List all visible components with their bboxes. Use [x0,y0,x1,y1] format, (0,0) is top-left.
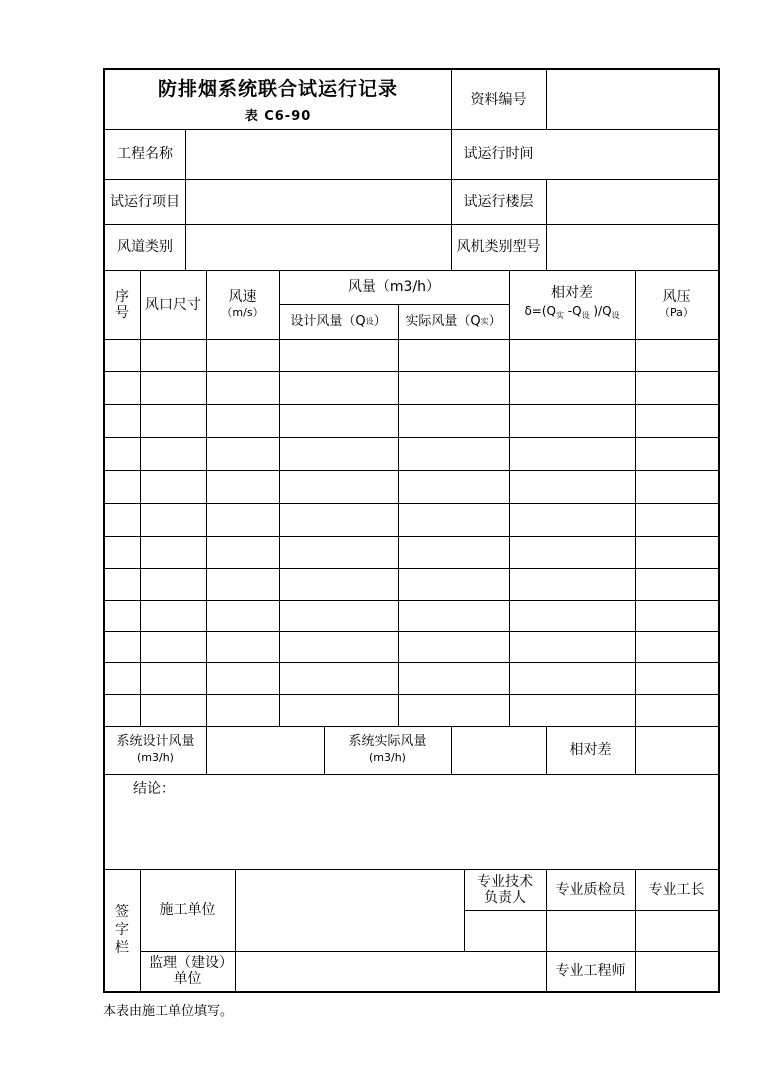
test-time-label: 试运行时间 [463,146,534,162]
sys-design-unit: (m3/h) [137,751,174,764]
col-pressure-text: 风压 [662,288,691,305]
tech-lead-sign-field[interactable] [464,910,546,951]
col-actual-text: 实际风量（Q [405,313,481,329]
grid-line [105,536,718,537]
foreman-label: 专业工长 [648,881,705,898]
grid-line [105,339,718,340]
actual-subscript: 实 [480,316,489,326]
form-title: 防排烟系统联合试运行记录 [157,78,398,100]
grid-line [105,631,718,632]
test-item-field[interactable] [185,179,451,224]
sys-design-label [105,726,206,774]
sys-actual-label [324,726,451,774]
doc-no-label: 资料编号 [470,91,527,108]
sys-design-text: 系统设计风量 [116,734,195,749]
col-actual-close: ） [488,313,502,329]
doc-no-field[interactable] [546,70,718,129]
test-floor-field[interactable] [546,179,718,224]
col-pressure-header [635,270,718,339]
col-actual-header [398,304,509,339]
col-seq-text: 序号 [115,288,129,321]
test-floor-label: 试运行楼层 [463,193,534,210]
design-subscript: 设 [365,316,374,326]
test-time-field[interactable] [546,129,718,179]
grid-line [105,437,718,438]
grid-line [105,503,718,504]
col-speed-header [206,270,279,339]
foreman-sign-field[interactable] [635,910,718,951]
col-airflow-header: 风量（m3/h） [347,279,441,295]
contractor-label: 施工单位 [159,902,216,918]
relative-diff-label: 相对差 [569,742,612,758]
grid-line [398,304,399,726]
conclusion-field[interactable] [185,774,718,869]
col-design-header [279,304,398,339]
col-diff-header [509,270,635,339]
sys-design-field[interactable] [206,726,324,774]
grid-line [105,404,718,405]
grid-line [105,568,718,569]
col-speed-text: 风速 [228,288,257,305]
engineer-label: 专业工程师 [555,963,626,979]
col-outlet-header: 风口尺寸 [145,296,201,313]
project-name-label: 工程名称 [117,146,173,162]
supervisor-field[interactable] [235,951,546,991]
col-diff-formula [524,303,619,324]
sys-actual-unit: (m3/h) [369,751,406,764]
fan-type-field[interactable] [546,224,718,270]
supervisor-text: 监理（建设）单位 [149,955,226,987]
formula-part: -Q [563,304,582,318]
qc-sign-field[interactable] [546,910,635,951]
col-design-close: ） [373,313,387,329]
formula-subscript: 实 [555,311,564,320]
grid-line [206,270,207,774]
project-name-field[interactable] [185,129,451,179]
grid-line [105,662,718,663]
formula-part: )/Q [589,304,612,318]
col-design-text: 设计风量（Q [290,313,366,329]
duct-type-field[interactable] [185,224,451,270]
contractor-field[interactable] [235,869,464,951]
grid-line [635,270,636,774]
sys-actual-field[interactable] [451,726,546,774]
grid-line [105,694,718,695]
tech-lead-text: 专业技术负责人 [477,873,533,906]
footer-note: 本表由施工单位填写。 [103,1004,234,1019]
formula-subscript: 设 [611,311,620,320]
grid-line [105,371,718,372]
conclusion-label: 结论： [133,781,175,797]
supervisor-label [140,951,235,991]
relative-diff-field[interactable] [635,726,718,774]
col-speed-unit: （m/s） [221,305,264,319]
qc-label: 专业质检员 [555,881,626,898]
duct-type-label: 风道类别 [117,239,173,255]
grid-line [105,470,718,471]
engineer-sign-field[interactable] [635,951,718,991]
tech-lead-label [464,869,546,910]
grid-line [105,600,718,601]
form-subtitle: 表 C6-90 [244,109,312,124]
col-pressure-unit: （Pa） [659,305,694,319]
sys-actual-text: 系统实际风量 [348,734,427,749]
formula-part: δ=(Q [524,304,556,318]
sign-column-text: 签字栏 [115,904,129,956]
test-item-label: 试运行项目 [110,193,180,210]
col-seq-header [107,270,137,339]
sign-column-label [107,869,137,991]
formula-subscript: 设 [581,311,590,320]
col-diff-text: 相对差 [551,285,593,301]
record-form [103,68,720,993]
fan-type-label: 风机类别型号 [456,239,541,255]
